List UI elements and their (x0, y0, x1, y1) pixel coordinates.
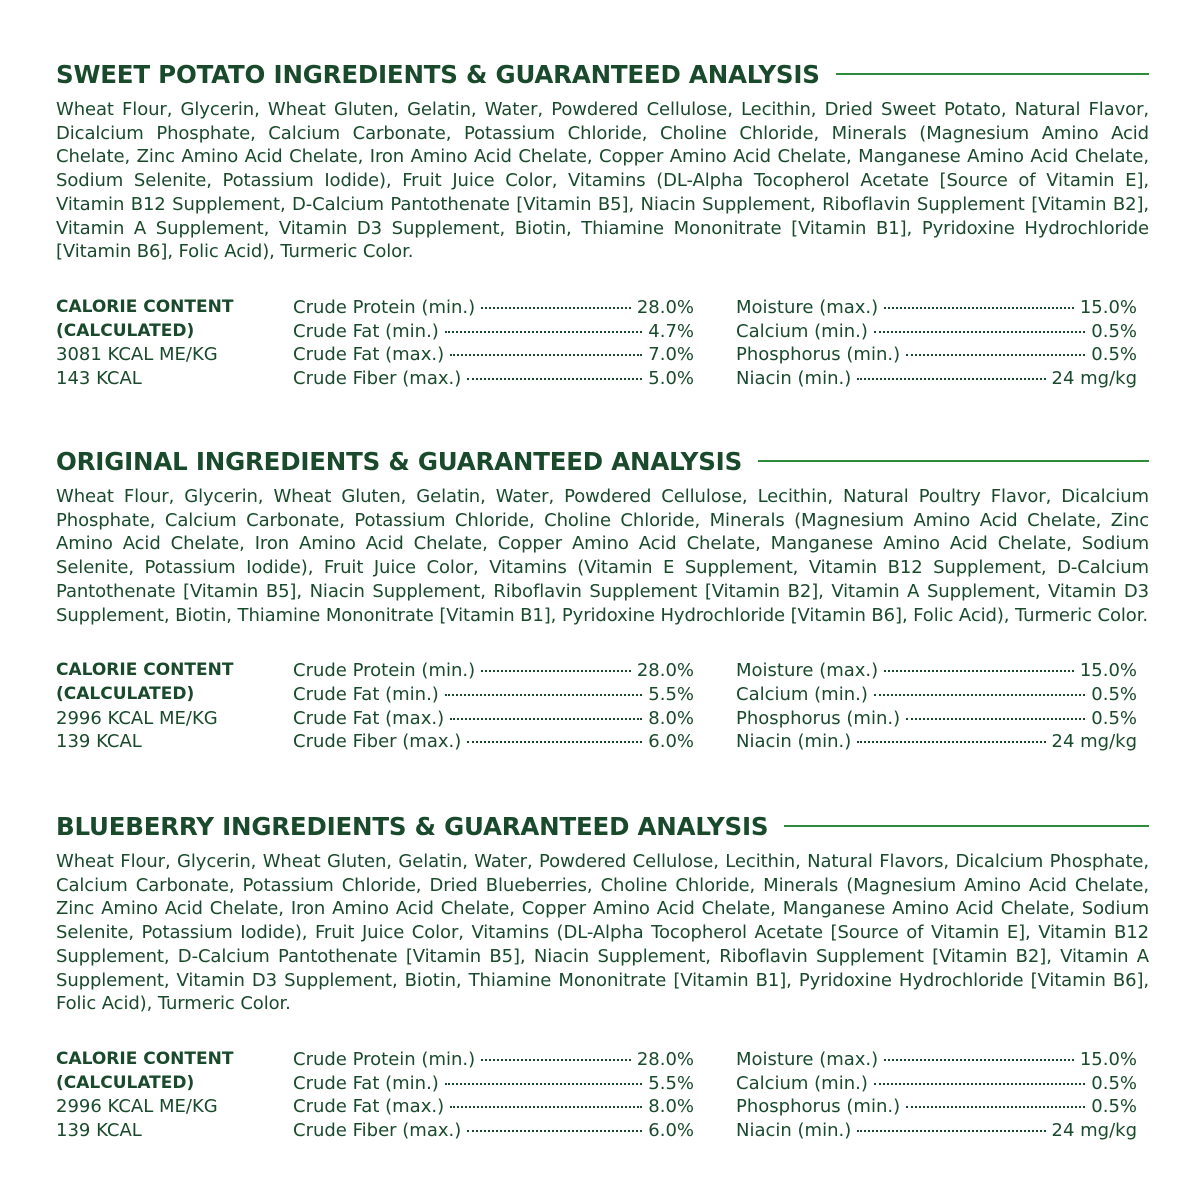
analysis-label: Niacin (min.) (736, 367, 852, 389)
dot-leader (857, 378, 1045, 380)
calorie-block (56, 296, 286, 391)
analysis-value: 15.0% (1079, 1048, 1137, 1070)
calorie-kcal-kg: 2996 KCAL ME/KG (56, 707, 218, 729)
calorie-kcal-kg: 3081 KCAL ME/KG (56, 344, 218, 366)
analysis-row (293, 659, 694, 683)
section-original (56, 443, 1149, 755)
dot-leader (481, 1059, 631, 1061)
section-header (56, 56, 1149, 92)
dot-leader (450, 718, 642, 720)
analysis-column-left (293, 659, 694, 754)
calorie-label-sub: (CALCULATED) (56, 683, 195, 704)
analysis-label: Crude Protein (min.) (293, 660, 476, 682)
analysis-label: Calcium (min.) (736, 320, 868, 342)
analysis-value: 5.5% (648, 1072, 694, 1094)
analysis-label: Crude Fat (min.) (293, 683, 439, 705)
analysis-value: 0.5% (1091, 344, 1137, 366)
analysis-label: Calcium (min.) (736, 683, 868, 705)
dot-leader (884, 1059, 1074, 1061)
analysis-label: Crude Protein (min.) (293, 1048, 476, 1070)
analysis-label: Phosphorus (min.) (736, 344, 901, 366)
analysis-label: Moisture (max.) (736, 296, 879, 318)
calorie-block (56, 1048, 286, 1143)
dot-leader (874, 1083, 1085, 1085)
analysis-value: 5.5% (648, 683, 694, 705)
analysis-value: 15.0% (1079, 296, 1137, 318)
analysis-row (736, 683, 1137, 707)
analysis-row (736, 707, 1137, 731)
analysis-value: 24 mg/kg (1051, 1119, 1137, 1141)
analysis-row (736, 659, 1137, 683)
analysis-row (736, 320, 1137, 344)
analysis-value: 6.0% (648, 731, 694, 753)
analysis-row (736, 296, 1137, 320)
analysis-label: Calcium (min.) (736, 1072, 868, 1094)
analysis-value: 0.5% (1091, 683, 1137, 705)
analysis-row (293, 730, 694, 754)
analysis-row (293, 343, 694, 367)
section-header (56, 443, 1149, 479)
calorie-label: CALORIE CONTENT (56, 296, 234, 317)
dot-leader (874, 694, 1085, 696)
ingredients-text: Wheat Flour, Glycerin, Wheat Gluten, Gelatin, Water, Powdered Cellulose, Lecithin, Dried Sweet Potato, Natural Flavor, Dicalcium Phosphate, Calcium Carbonate, Potassium Chloride, Choline Chloride, Minerals (Magnesium Amino Acid Chelate, Zinc Amino Acid Chelate, Iron Amino Acid Chelate, Copper Amino Acid Chelate, Manganese Amino Acid Chelate, Sodium Selenite, Potassium Iodide), Fruit Juice Color, Vitamins (DL-Alpha Tocopherol Acetate [Source of Vitamin E], Vitamin B12 Supplement, D-Calcium Pantothenate [Vitamin B5], Niacin Supplement, Riboflavin Supplement [Vitamin B2], Vitamin A Supplement, Vitamin D3 Supplement, Biotin, Thiamine Mononitrate [Vitamin B1], Pyridoxine Hydrochloride [Vitamin B6], Folic Acid), Turmeric Color. (56, 99, 1149, 263)
analysis-column-right (736, 659, 1137, 754)
analysis-row (736, 367, 1137, 391)
header-rule (784, 825, 1149, 827)
analysis-label: Phosphorus (min.) (736, 1096, 901, 1118)
section-title (56, 60, 820, 89)
analysis-column-right (736, 296, 1137, 391)
analysis-value: 28.0% (636, 660, 694, 682)
analysis-table (56, 659, 1149, 755)
dot-leader (906, 718, 1085, 720)
analysis-row (293, 1095, 694, 1119)
analysis-row (736, 1119, 1137, 1143)
analysis-table (56, 296, 1149, 392)
analysis-row (293, 320, 694, 344)
analysis-value: 0.5% (1091, 320, 1137, 342)
analysis-row (293, 707, 694, 731)
section-blueberry (56, 808, 1149, 1144)
dot-leader (857, 1130, 1045, 1132)
analysis-row (736, 1095, 1137, 1119)
analysis-row (293, 1072, 694, 1096)
analysis-value: 15.0% (1079, 660, 1137, 682)
calorie-kcal: 143 KCAL (56, 368, 142, 390)
analysis-row (736, 1072, 1137, 1096)
dot-leader (450, 354, 642, 356)
dot-leader (906, 354, 1085, 356)
analysis-row (293, 296, 694, 320)
section-sweet-potato (56, 56, 1149, 392)
analysis-value: 0.5% (1091, 707, 1137, 729)
analysis-label: Crude Fat (max.) (293, 1096, 445, 1118)
dot-leader (481, 670, 631, 672)
analysis-label: Crude Fiber (max.) (293, 367, 462, 389)
dot-leader (467, 1130, 642, 1132)
analysis-table (56, 1048, 1149, 1144)
calorie-kcal: 139 KCAL (56, 731, 142, 753)
title-rest: INGREDIENTS & GUARANTEED ANALYSIS (222, 811, 769, 841)
section-header (56, 808, 1149, 844)
analysis-row (293, 1119, 694, 1143)
analysis-value: 0.5% (1091, 1072, 1137, 1094)
analysis-label: Crude Fiber (max.) (293, 1119, 462, 1141)
analysis-label: Moisture (max.) (736, 1048, 879, 1070)
analysis-row (736, 730, 1137, 754)
dot-leader (884, 307, 1074, 309)
analysis-value: 28.0% (636, 296, 694, 318)
dot-leader (467, 378, 642, 380)
analysis-column-right (736, 1048, 1137, 1143)
title-rest: INGREDIENTS & GUARANTEED ANALYSIS (195, 446, 743, 476)
analysis-label: Crude Fat (max.) (293, 707, 445, 729)
title-rest: INGREDIENTS & GUARANTEED ANALYSIS (273, 59, 820, 89)
analysis-value: 24 mg/kg (1051, 367, 1137, 389)
analysis-column-left (293, 1048, 694, 1143)
flavor-name: ORIGINAL (56, 446, 188, 476)
analysis-row (736, 1048, 1137, 1072)
calorie-label: CALORIE CONTENT (56, 660, 234, 681)
analysis-label: Niacin (min.) (736, 731, 852, 753)
flavor-name: SWEET POTATO (56, 59, 266, 89)
analysis-value: 6.0% (648, 1119, 694, 1141)
dot-leader (857, 741, 1045, 743)
header-rule (758, 460, 1149, 462)
dot-leader (906, 1106, 1085, 1108)
dot-leader (445, 1083, 642, 1085)
analysis-row (293, 683, 694, 707)
analysis-value: 7.0% (648, 344, 694, 366)
section-title (56, 447, 742, 476)
dot-leader (445, 331, 642, 333)
analysis-value: 4.7% (648, 320, 694, 342)
dot-leader (450, 1106, 642, 1108)
analysis-row (293, 367, 694, 391)
analysis-value: 28.0% (636, 1048, 694, 1070)
analysis-value: 8.0% (648, 707, 694, 729)
analysis-label: Crude Fiber (max.) (293, 731, 462, 753)
calorie-kcal: 139 KCAL (56, 1120, 142, 1142)
calorie-label-sub: (CALCULATED) (56, 1072, 195, 1093)
calorie-block (56, 659, 286, 754)
analysis-label: Moisture (max.) (736, 660, 879, 682)
section-title (56, 812, 768, 841)
analysis-label: Phosphorus (min.) (736, 707, 901, 729)
header-rule (836, 73, 1149, 75)
dot-leader (467, 741, 642, 743)
flavor-name: BLUEBERRY (56, 811, 214, 841)
ingredients-text: Wheat Flour, Glycerin, Wheat Gluten, Gelatin, Water, Powdered Cellulose, Lecithin, Natural Poultry Flavor, Dicalcium Phosphate, Calcium Carbonate, Potassium Chloride, Choline Chloride, Minerals (Magnesium Amino Acid Chelate, Zinc Amino Acid Chelate, Iron Amino Acid Chelate, Copper Amino Acid Chelate, Manganese Amino Acid Chelate, Sodium Selenite, Potassium Iodide), Fruit Juice Color, Vitamins (Vitamin E Supplement, Vitamin B12 Supplement, D-Calcium Pantothenate [Vitamin B5], Niacin Supplement, Riboflavin Supplement [Vitamin B2], Vitamin A Supplement, Vitamin D3 Supplement, Biotin, Thiamine Mononitrate [Vitamin B1], Pyridoxine Hydrochloride [Vitamin B6], Folic Acid), Turmeric Color. (56, 486, 1149, 626)
analysis-value: 0.5% (1091, 1096, 1137, 1118)
calorie-label: CALORIE CONTENT (56, 1048, 234, 1069)
analysis-label: Crude Protein (min.) (293, 296, 476, 318)
analysis-label: Crude Fat (max.) (293, 344, 445, 366)
ingredients-text: Wheat Flour, Glycerin, Wheat Gluten, Gelatin, Water, Powdered Cellulose, Lecithin, Natural Flavors, Dicalcium Phosphate, Calcium Carbonate, Potassium Chloride, Dried Blueberries, Choline Chloride, Minerals (Magnesium Amino Acid Chelate, Zinc Amino Acid Chelate, Iron Amino Acid Chelate, Copper Amino Acid Chelate, Manganese Amino Acid Chelate, Sodium Selenite, Potassium Iodide), Fruit Juice Color, Vitamins (DL-Alpha Tocopherol Acetate [Source of Vitamin E], Vitamin B12 Supplement, D-Calcium Pantothenate [Vitamin B5], Niacin Supplement, Riboflavin Supplement [Vitamin B2], Vitamin A Supplement, Vitamin D3 Supplement, Biotin, Thiamine Mononitrate [Vitamin B1], Pyridoxine Hydrochloride [Vitamin B6], Folic Acid), Turmeric Color. (56, 851, 1149, 1015)
analysis-label: Niacin (min.) (736, 1119, 852, 1141)
calorie-label-sub: (CALCULATED) (56, 320, 195, 341)
analysis-value: 5.0% (648, 367, 694, 389)
dot-leader (481, 307, 631, 309)
dot-leader (884, 670, 1074, 672)
calorie-kcal-kg: 2996 KCAL ME/KG (56, 1096, 218, 1118)
dot-leader (874, 331, 1085, 333)
analysis-label: Crude Fat (min.) (293, 320, 439, 342)
analysis-value: 24 mg/kg (1051, 731, 1137, 753)
analysis-label: Crude Fat (min.) (293, 1072, 439, 1094)
analysis-column-left (293, 296, 694, 391)
analysis-value: 8.0% (648, 1096, 694, 1118)
analysis-row (736, 343, 1137, 367)
dot-leader (445, 694, 642, 696)
analysis-row (293, 1048, 694, 1072)
